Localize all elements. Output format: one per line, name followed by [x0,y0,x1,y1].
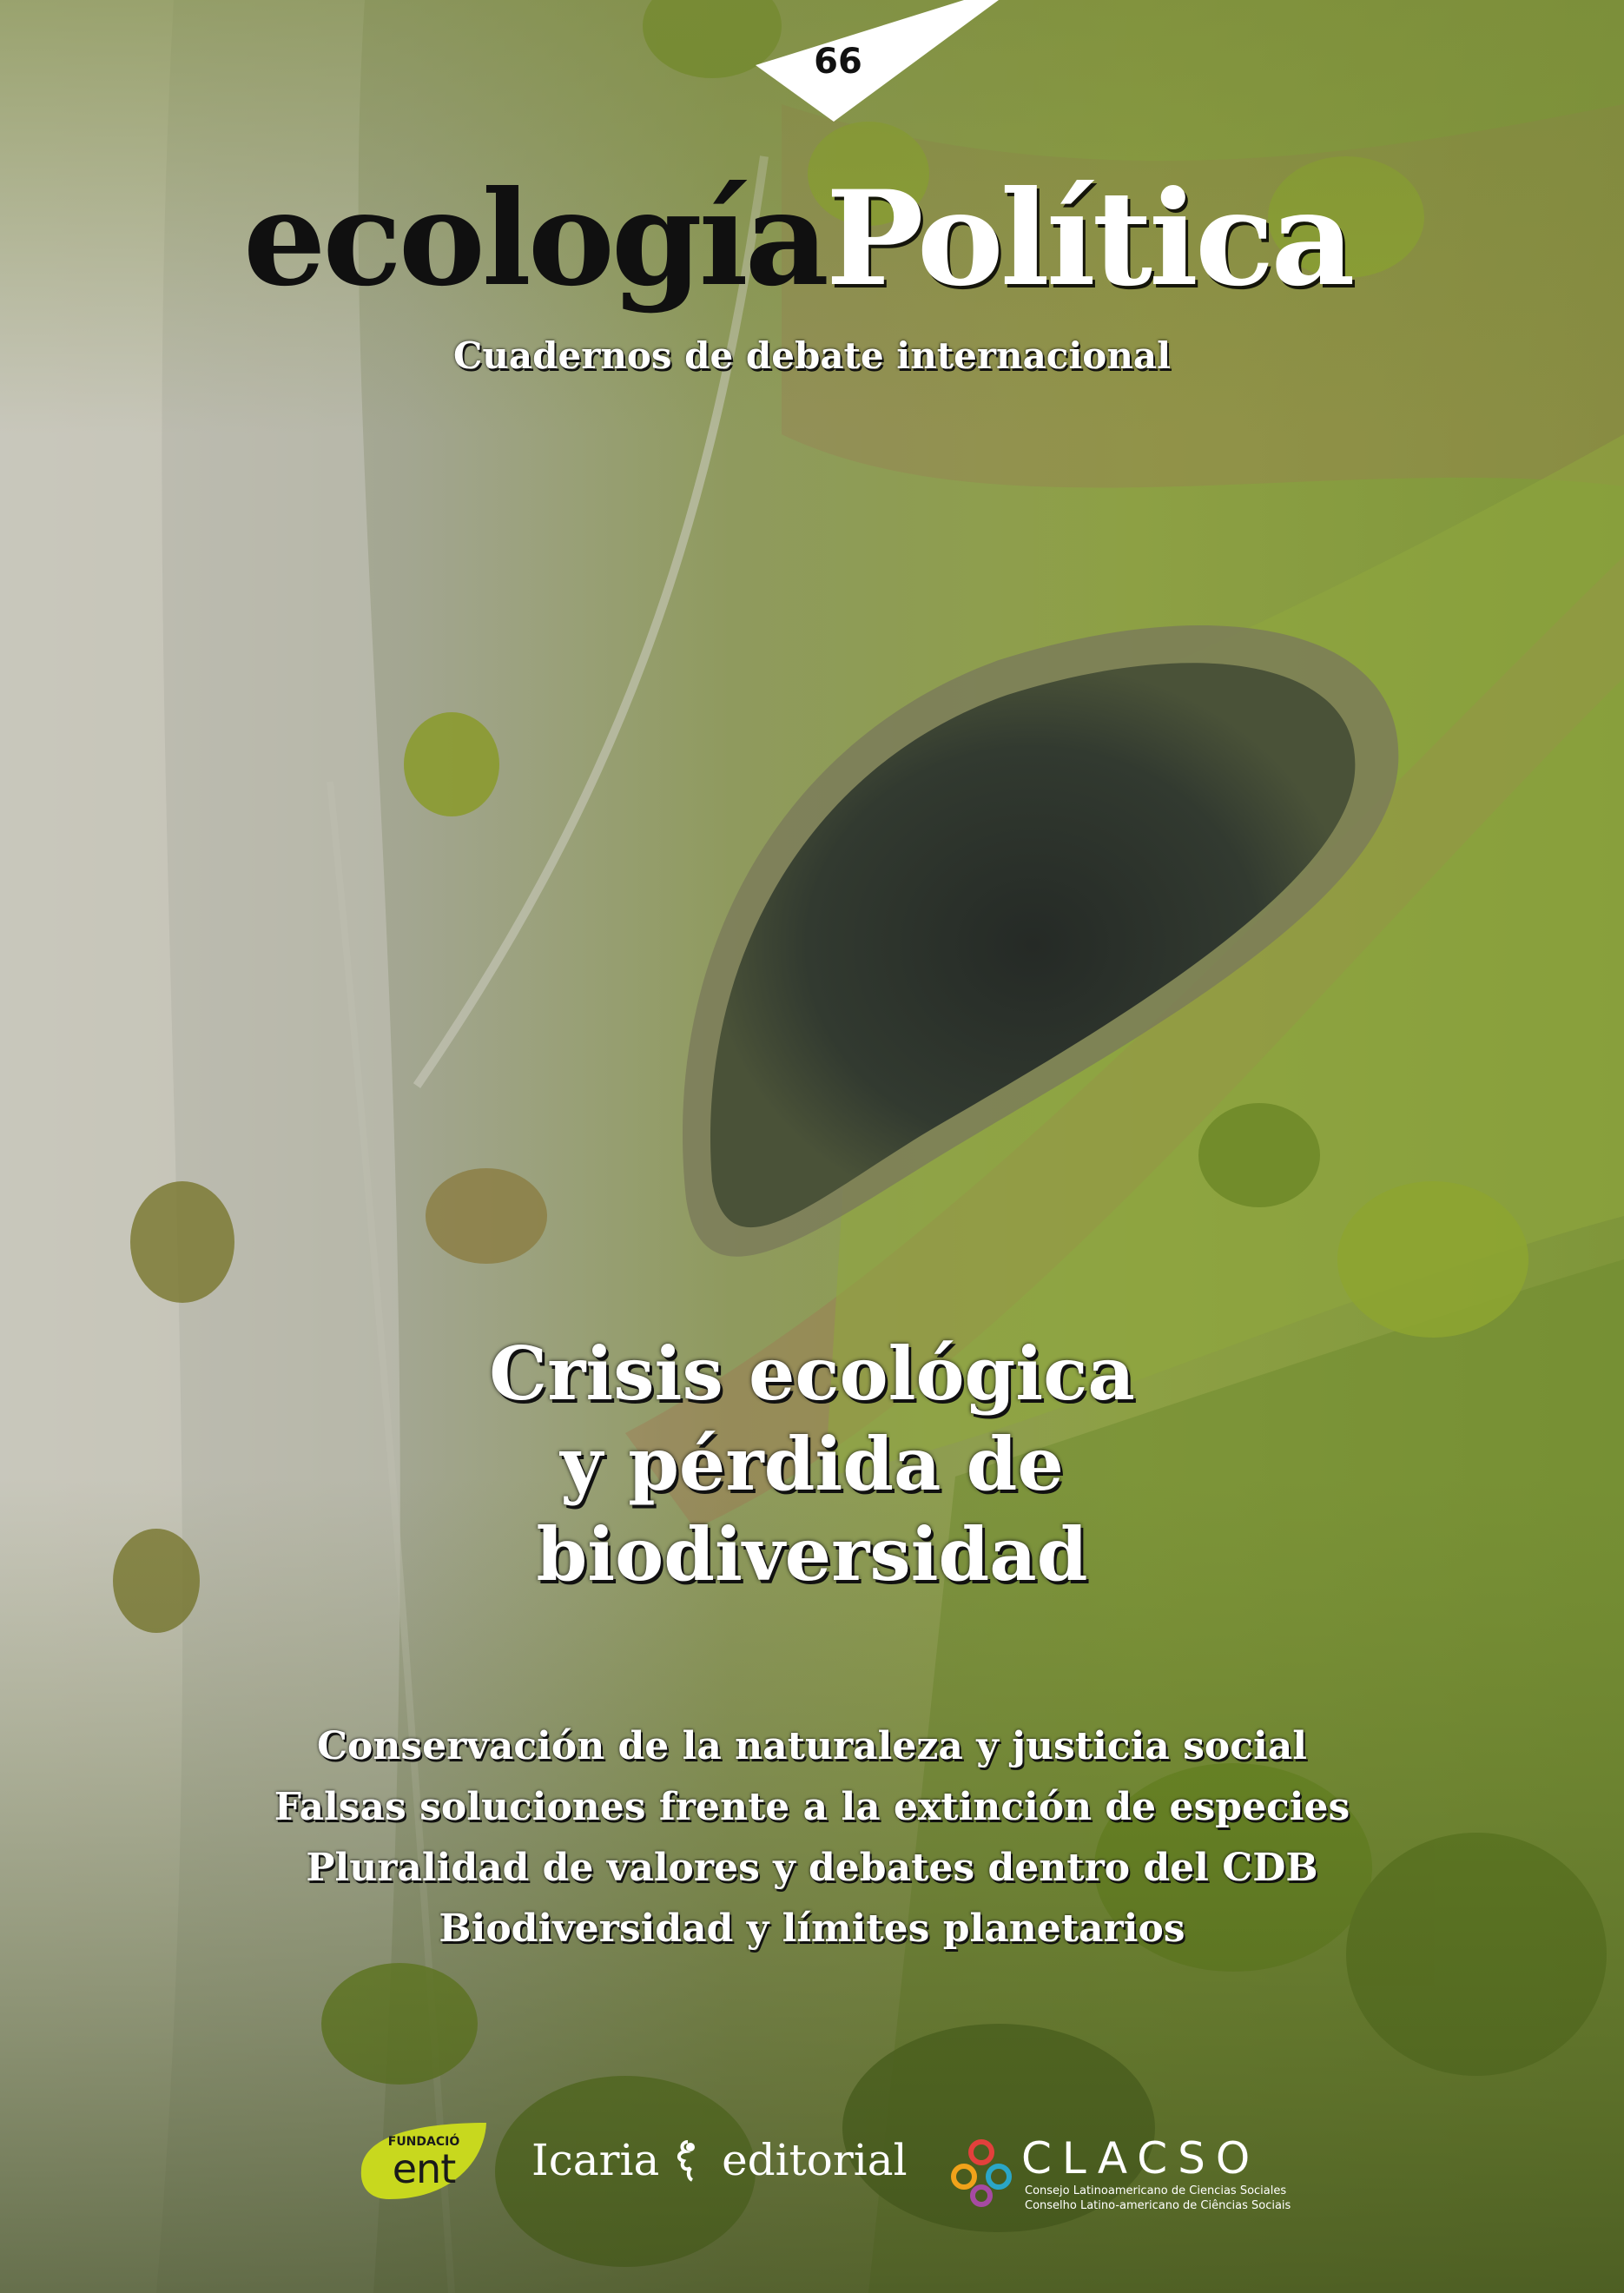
publisher-logos [0,2102,1624,2232]
issue-number: 66 [814,42,862,82]
topic-line: Pluralidad de valores y debates dentro del CDB [306,1846,1318,1890]
clacso-subtitle [1025,2184,1291,2213]
topic-line: Biodiversidad y límites planetarios [439,1906,1185,1951]
fundacio-ent-logo [354,2119,493,2203]
headline-line: biodiversidad [536,1511,1088,1597]
masthead-part-politica: Política [825,162,1352,315]
headline-line: Crisis ecológica [489,1331,1135,1417]
icaria-bird-icon [673,2138,703,2182]
cover-headline [313,1329,1311,1600]
clacso-name: CLACSO [1021,2133,1261,2184]
masthead-tagline: Cuadernos de debate internacional [452,334,1172,377]
headline-line: y pérdida de [560,1421,1064,1507]
masthead-logo [243,161,1424,317]
topic-line: Conservación de la naturaleza y justicia social [317,1724,1307,1768]
clacso-emblem-icon [945,2135,1018,2208]
cover-topics-list [156,1716,1468,1959]
icaria-name: Icaria [531,2135,660,2185]
fundacio-label: FUNDACIÓ [387,2135,460,2149]
clacso-subtitle-line: Consejo Latinoamericano de Ciencias Sociales [1025,2184,1287,2197]
clacso-subtitle-line: Conselho Latino-americano de Ciências Sociais [1025,2199,1291,2212]
ent-label: ent [392,2145,456,2192]
masthead-part-ecologia: ecología [243,162,826,315]
topic-line: Falsas soluciones frente a la extinción de especies [274,1785,1350,1829]
icaria-suffix: editorial [722,2135,908,2185]
icaria-editorial-logo [531,2135,908,2185]
